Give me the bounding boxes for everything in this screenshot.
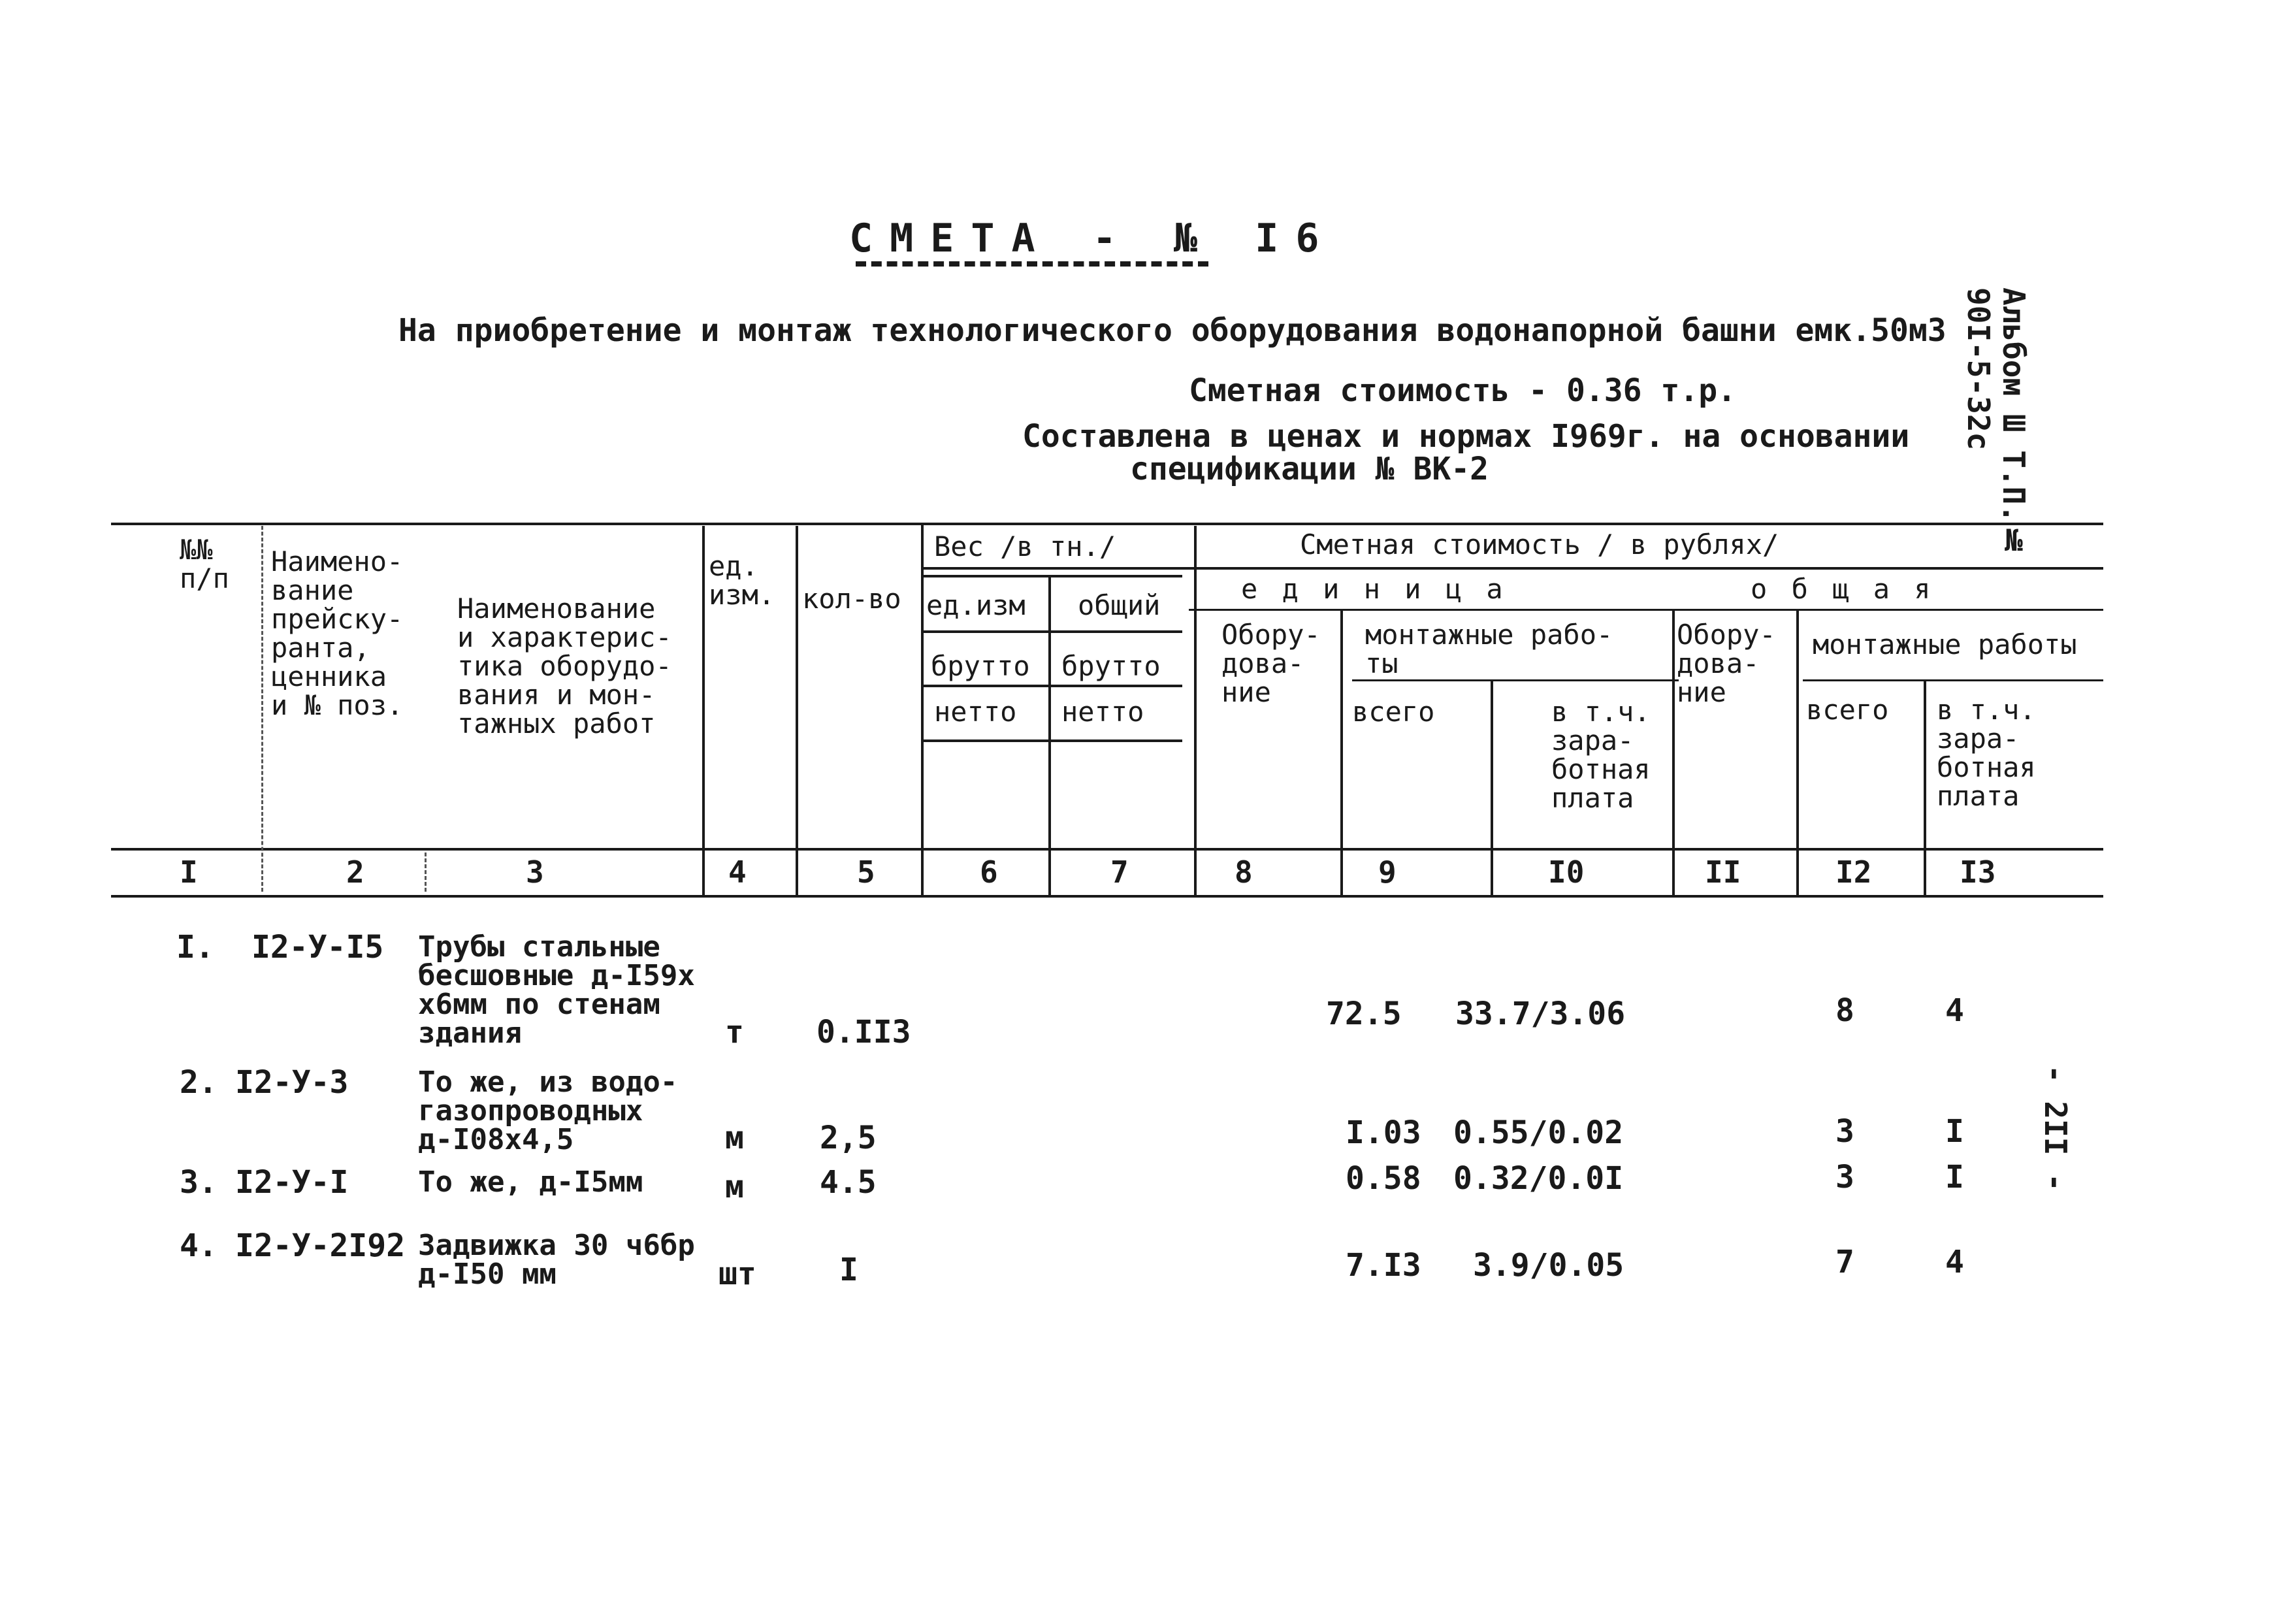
header-brutto-b: брутто <box>1061 650 1161 682</box>
header-wages-total: в т.ч. зара- ботная плата <box>1937 694 2036 812</box>
header-weight-total: общий <box>1078 589 1161 621</box>
row-unit-installation: 3.9/0.05 <box>1473 1247 1624 1284</box>
column-number-13: I3 <box>1960 854 1996 890</box>
column-number-11: II <box>1705 854 1741 890</box>
estimated-cost: Сметная стоимость - 0.36 т.р. <box>1189 372 1737 409</box>
header-cost-group: Сметная стоимость / в рублях/ <box>1300 528 1779 560</box>
column-number-4: 4 <box>728 854 747 890</box>
header-total-group: о б щ а я <box>1751 573 1935 605</box>
column-number-1: I <box>180 854 198 890</box>
row-unit-installation: 0.32/0.0I <box>1453 1160 1624 1197</box>
column-number-8: 8 <box>1235 854 1253 890</box>
row-code: I2-У-I <box>235 1164 349 1201</box>
row-total-wages: 4 <box>1945 992 1964 1029</box>
row-name: Трубы стальные бесшовные д-I59х х6мм по стенам здания <box>418 930 695 1050</box>
row-unit: шт <box>719 1256 756 1292</box>
header-equipment-unit: Обору- дова- ние <box>1221 619 1321 708</box>
basis-line-1: Составлена в ценах и нормах I969г. на основании <box>1022 418 1910 455</box>
header-brutto-a: брутто <box>931 650 1030 682</box>
header-weight-group: Вес /в тн./ <box>934 530 1116 562</box>
row-total-all: 3 <box>1835 1159 1854 1195</box>
header-wages-unit: в т.ч. зара- ботная плата <box>1551 696 1651 814</box>
header-installation-unit: монтажные рабо- ты <box>1365 619 1613 679</box>
header-all-total: всего <box>1806 694 1889 726</box>
row-quantity: 2,5 <box>820 1120 877 1156</box>
album-line-1: Альбом Ш Т.П.№ <box>1996 287 2031 559</box>
column-number-6: 6 <box>980 854 998 890</box>
column-number-7: 7 <box>1110 854 1129 890</box>
header-name: Наименование и характерис- тика оборудо- вания и мон- тажных работ <box>457 593 672 739</box>
row-unit-equipment: 0.58 <box>1346 1160 1421 1197</box>
header-price-list: Наимено- вание прейску- ранта, ценника и № поз. <box>271 545 404 721</box>
title-underline <box>856 261 1208 267</box>
row-name: Задвижка 30 ч6бр д-I50 мм <box>418 1229 695 1291</box>
column-number-2: 2 <box>346 854 364 890</box>
row-quantity: I <box>839 1252 858 1288</box>
row-quantity: 4.5 <box>820 1164 877 1201</box>
header-all-unit: всего <box>1352 696 1435 728</box>
column-number-9: 9 <box>1378 854 1397 890</box>
column-number-10: I0 <box>1548 854 1585 890</box>
column-number-3: 3 <box>526 854 544 890</box>
row-number: 3. <box>180 1164 218 1201</box>
header-netto-a: нетто <box>934 696 1017 728</box>
header-quantity: кол-во <box>802 583 901 615</box>
row-quantity: 0.II3 <box>816 1014 911 1050</box>
row-total-wages: I <box>1945 1159 1964 1195</box>
row-unit-equipment: 7.I3 <box>1346 1247 1421 1284</box>
row-name: То же, из водо- газопроводных д-I08х4,5 <box>418 1065 678 1156</box>
row-number: 4. <box>180 1227 218 1264</box>
header-weight-unit: ед.изм <box>926 589 1026 621</box>
header-row-number: №№ п/п <box>180 534 229 594</box>
header-unit-group: е д и н и ц а <box>1241 573 1507 605</box>
row-name: То же, д-I5мм <box>418 1165 643 1199</box>
document-title: СМЕТА - № I6 <box>849 216 1336 261</box>
row-code: I2-У-3 <box>235 1064 349 1101</box>
page-number: - 2II - <box>2038 1065 2073 1192</box>
header-unit: ед. изм. <box>709 550 775 611</box>
document-subtitle: На приобретение и монтаж технологического оборудования водонапорной башни емк.50м3 <box>398 312 1947 349</box>
row-unit: м <box>725 1120 744 1156</box>
basis-line-2: спецификации № ВК-2 <box>1130 451 1489 487</box>
row-unit: м <box>725 1169 744 1205</box>
row-total-all: 7 <box>1835 1244 1854 1280</box>
column-number-5: 5 <box>857 854 875 890</box>
row-unit-equipment: 72.5 <box>1326 996 1402 1032</box>
header-installation-total: монтажные работы <box>1813 628 2077 660</box>
row-total-wages: I <box>1945 1113 1964 1150</box>
row-total-all: 3 <box>1835 1113 1854 1150</box>
album-line-2: 90I-5-32с <box>1961 287 1996 451</box>
row-unit-installation: 0.55/0.02 <box>1453 1114 1624 1151</box>
header-equipment-total: Обору- дова- ние <box>1677 619 1776 708</box>
row-unit-equipment: I.03 <box>1346 1114 1421 1151</box>
row-number: 2. <box>180 1064 218 1101</box>
row-code: I2-У-I5 <box>251 929 384 966</box>
row-code: I2-У-2I92 <box>235 1227 406 1264</box>
album-reference <box>1961 287 2031 559</box>
row-unit: т <box>725 1014 744 1050</box>
column-number-12: I2 <box>1835 854 1872 890</box>
header-netto-b: нетто <box>1061 696 1144 728</box>
row-total-all: 8 <box>1835 992 1854 1029</box>
row-number: I. <box>176 929 214 966</box>
row-unit-installation: 33.7/3.06 <box>1455 996 1626 1032</box>
row-total-wages: 4 <box>1945 1244 1964 1280</box>
